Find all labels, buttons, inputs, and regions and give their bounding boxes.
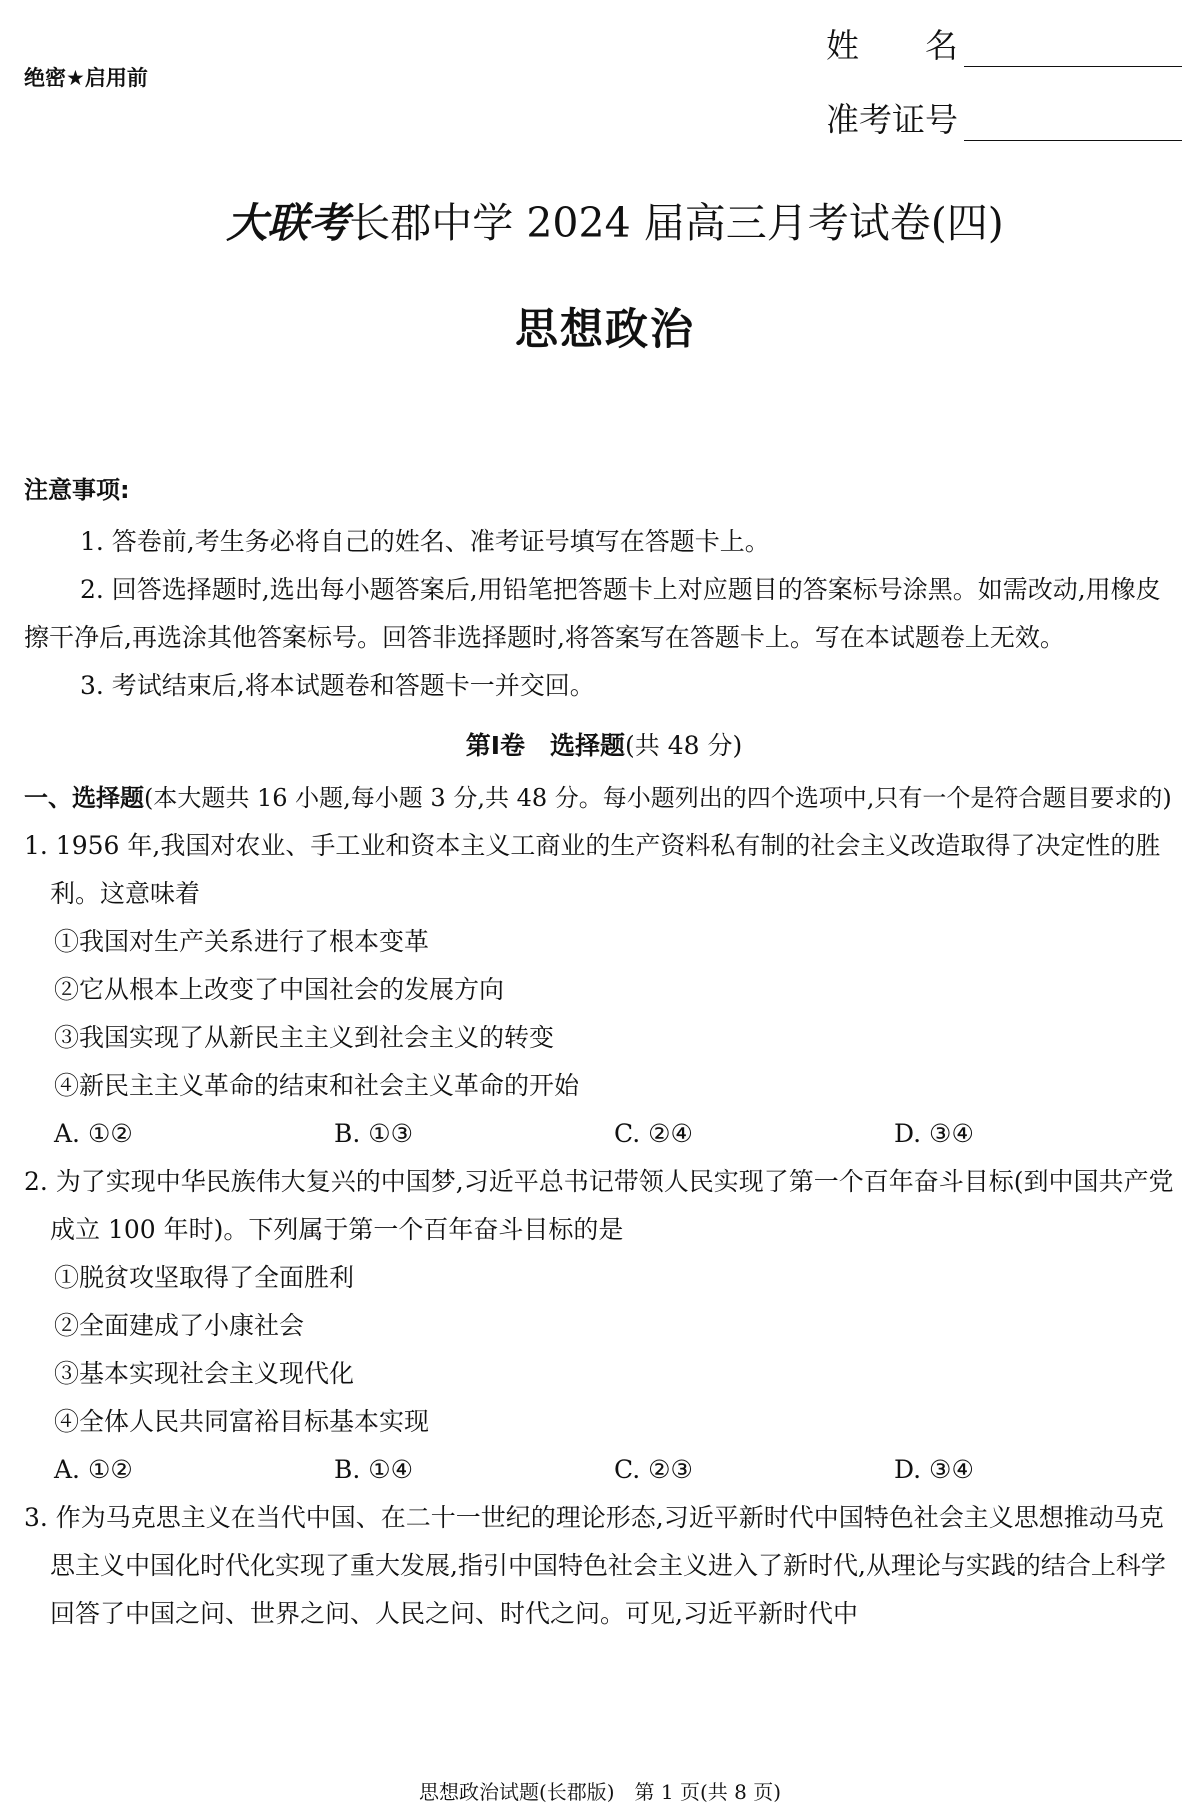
choice-d: D. ③④ xyxy=(894,1119,974,1148)
part-instructions: (本大题共 16 小题,每小题 3 分,共 48 分。每小题列出的四个选项中,只有一个是符合题目要求的) xyxy=(144,784,1172,812)
choice-a: A. ①② xyxy=(54,1455,133,1484)
confidential-label: 绝密★启用前 xyxy=(24,66,148,90)
title-text: 长郡中学 2024 届高三月考试卷(四) xyxy=(349,199,1004,247)
question-1 xyxy=(24,822,1184,1158)
choice-c: C. ②③ xyxy=(614,1455,693,1484)
section-title: 第Ⅰ卷 选择题 xyxy=(465,731,626,760)
statement: ②全面建成了小康社会 xyxy=(54,1311,305,1340)
answer-choices xyxy=(24,1110,1184,1158)
question-stem: 1. 1956 年,我国对农业、手工业和资本主义工商业的生产资料私有制的社会主义改造取得了决定性的胜利。这意味着 xyxy=(24,831,1161,908)
name-field xyxy=(826,20,1182,67)
exam-content xyxy=(24,466,1184,1638)
choice-b: B. ①③ xyxy=(334,1119,414,1148)
statement: ④全体人民共同富裕目标基本实现 xyxy=(54,1407,430,1436)
subject-title: 思想政治 xyxy=(515,305,695,355)
statement: ③基本实现社会主义现代化 xyxy=(54,1359,355,1388)
exam-title xyxy=(0,190,1200,249)
exam-id-blank-line xyxy=(964,104,1182,141)
choice-c: C. ②④ xyxy=(614,1119,693,1148)
exam-id-field xyxy=(826,94,1182,141)
page-footer: 思想政治试题(长郡版) 第 1 页(共 8 页) xyxy=(418,1780,782,1804)
choice-d: D. ③④ xyxy=(894,1455,974,1484)
answer-choices xyxy=(24,1446,1184,1494)
notice-heading: 注意事项: xyxy=(24,476,130,504)
question-stem: 3. 作为马克思主义在当代中国、在二十一世纪的理论形态,习近平新时代中国特色社会主义思想推动马克思主义中国化时代化实现了重大发展,指引中国特色社会主义进入了新时代,从理论与实践的结合上科学回答了中国之问、世界之问、人民之问、时代之问。可见,习近平新时代中 xyxy=(24,1503,1166,1628)
name-label: 姓 名 xyxy=(826,26,958,65)
question-3 xyxy=(24,1494,1184,1638)
question-stem: 2. 为了实现中华民族伟大复兴的中国梦,习近平总书记带领人民实现了第一个百年奋斗目标(到中国共产党成立 100 年时)。下列属于第一个百年奋斗目标的是 xyxy=(24,1167,1174,1244)
statement: ②它从根本上改变了中国社会的发展方向 xyxy=(54,975,505,1004)
notice-item: 3. 考试结束后,将本试题卷和答题卡一并交回。 xyxy=(80,671,595,700)
statement: ④新民主主义革命的结束和社会主义革命的开始 xyxy=(54,1071,580,1100)
section-points: (共 48 分) xyxy=(625,731,743,760)
part-title: 一、选择题 xyxy=(24,784,144,812)
choice-b: B. ①④ xyxy=(334,1455,414,1484)
statement: ①我国对生产关系进行了根本变革 xyxy=(54,927,430,956)
statement: ①脱贫攻坚取得了全面胜利 xyxy=(54,1263,355,1292)
exam-id-label: 准考证号 xyxy=(826,100,958,139)
statement: ③我国实现了从新民主主义到社会主义的转变 xyxy=(54,1023,555,1052)
choice-a: A. ①② xyxy=(54,1119,133,1148)
question-2 xyxy=(24,1158,1184,1494)
notice-item: 2. 回答选择题时,选出每小题答案后,用铅笔把答题卡上对应题目的答案标号涂黑。如需改动,用橡皮擦干净后,再选涂其他答案标号。回答非选择题时,将答案写在答题卡上。写在本试题卷上无效。 xyxy=(24,575,1161,652)
title-brand: 大联考 xyxy=(226,199,350,247)
part-heading xyxy=(24,774,1184,822)
section-heading xyxy=(24,722,1184,770)
notice-item: 1. 答卷前,考生务必将自己的姓名、准考证号填写在答题卡上。 xyxy=(80,527,770,556)
name-blank-line xyxy=(964,30,1182,67)
